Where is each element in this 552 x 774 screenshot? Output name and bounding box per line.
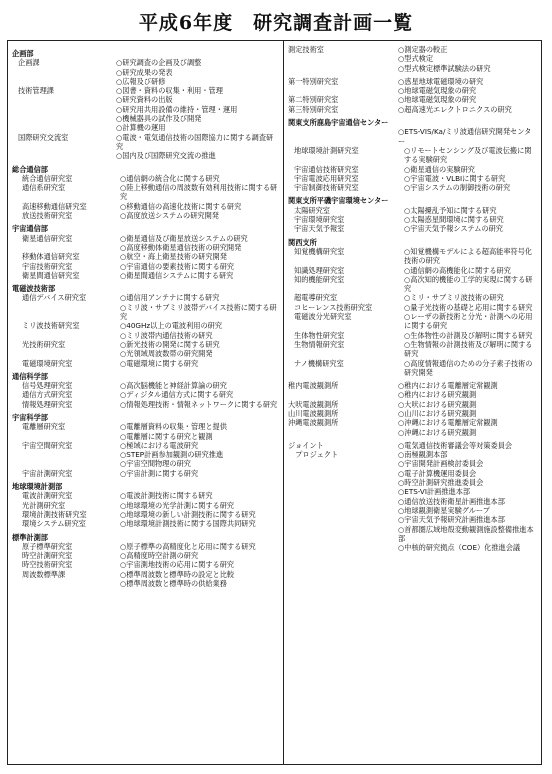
section-label: 環境システム研究室 [22,519,86,529]
research-item: ○高度情報通信のための分子素子技術の研究開発 [404,358,533,377]
section-label: 信号処理研究室 [22,381,73,391]
section-label: 知覚機構研究室 [294,246,345,256]
section-row [12,262,278,271]
section-items [120,519,278,528]
research-item: ○新光技術の開発に関する研究 [120,339,220,349]
research-item: ○通信網の統合化に関する研究 [120,173,220,183]
section-label: 放送技術研究室 [22,211,73,221]
section-items [120,400,278,409]
research-item: ○時空計測研究推進委員会 [398,478,484,488]
section-row [288,340,538,359]
section-label: コヒーレンス技術研究室 [294,302,373,312]
research-item: ○ディジタル通信方式に関する研究 [120,390,234,400]
section-items [120,183,278,202]
section-row [288,206,538,215]
section-label: 宇宙環境研究室 [294,215,345,225]
section-label: 国際研究交流室 [18,132,69,142]
research-item: ○宇宙開発計画検討委員会 [398,459,484,469]
section-row [12,390,278,399]
section-label: 生体物性研究室 [294,330,345,340]
section-row [12,86,278,132]
section-row [288,95,538,104]
section-row [288,146,538,165]
research-item: ○宇宙システムの制御技術の研究 [404,183,511,193]
research-item: ○惑星地球電磁環境の研究 [398,76,484,86]
section-row [12,174,278,183]
research-item: ○高精度時空計測の研究 [120,551,199,561]
section-row [12,501,278,510]
department-heading: 総合通信部 [12,164,48,174]
section-items [398,45,538,73]
section-items [120,271,278,280]
research-item: ○型式検定標準試験法の研究 [398,63,491,73]
research-item: ○沖縄における研究観測 [398,427,477,437]
research-item: ○生体物性の計測及び解明に関する研究 [404,330,533,340]
section-items [116,58,278,86]
section-label: 時空計測研究室 [22,551,73,561]
research-item: ○衛星通信及び衛星放送システムの研究 [120,233,248,243]
section-label: 太陽研究室 [294,205,330,215]
research-item: ○広報及び研修 [116,76,166,86]
research-item: ○電磁環境に関する研究 [120,358,199,368]
section-row [12,58,278,86]
section-label: 電波計測研究室 [22,491,73,501]
section-label: 測定技術室 [288,45,324,54]
research-item: ○量子光技術の基礎と応用に関する研究 [404,302,533,312]
section-label: 宇宙通信技術研究室 [294,164,359,174]
plan-table [7,40,542,765]
section-row [12,510,278,519]
research-item: ○原子標準の高精度化と応用に関する研究 [120,541,256,551]
section-items [120,321,278,340]
research-item: ○首都圏広域地殻変動観測施設整備推進本部 [398,524,534,543]
research-item: ○陸上移動通信の周波数有効利用技術に関する研究 [120,183,278,202]
section-label: 高速移動通信研究室 [22,201,87,211]
section-row [288,331,538,340]
research-item: ○極域における電波研究 [120,440,199,450]
section-items [398,441,538,553]
research-item: ○太陽惑星間環境に関する研究 [404,215,504,225]
research-item: ○宇宙空間物理の研究 [120,459,191,469]
research-item: ○通信網の高機能化に関する研究 [404,265,511,275]
right-column [288,45,538,552]
section-row [288,77,538,86]
section-row [288,247,538,266]
research-item: ○STEP計画参加観測の研究推進 [120,450,224,460]
research-item: ○機械器具の試作及び開発 [116,114,202,124]
section-items [404,183,538,192]
section-items [404,340,538,359]
research-item: ○研究成果の発表 [116,67,173,77]
section-label: 宇宙技術研究室 [22,261,73,271]
research-item: ○南極観測本部 [398,450,448,460]
research-item: ○型式検定 [398,54,434,64]
section-items [404,174,538,183]
section-label: 知的機能研究室 [294,274,345,284]
research-item: ○沖縄における電離層定常観測 [398,418,498,428]
section-label: ナノ機構研究室 [294,358,344,368]
section-items [398,127,538,146]
section-label: 企画課 [18,58,40,68]
column-divider [283,41,284,764]
section-row [12,491,278,500]
section-label: 通信デバイス研究室 [22,293,87,303]
section-label: 電離層研究室 [22,422,66,432]
section-items [120,491,278,500]
research-item: ○国内及び国際研究交流の推進 [116,151,216,161]
research-item: ○通信放送技術衛星計画推進本部 [398,496,505,506]
section-items [120,359,278,368]
section-items [120,262,278,271]
section-label: 光計測研究室 [22,500,66,510]
section-items [404,303,538,312]
left-column [12,45,278,588]
section-label: 情報処理研究室 [22,399,73,409]
section-label: 環境計測技術研究室 [22,509,87,519]
section-label: 光技術研究室 [22,339,66,349]
research-item: ○太陽擾乱予知に関する研究 [404,205,497,215]
section-label: ジョイント プロジェクト [288,440,339,460]
section-label: 大吠電波観測所 [288,399,339,409]
research-item: ○宇宙電波・VLBIに関する研究 [404,173,506,183]
research-item: ○宇宙天気予報研究計画推進本部 [398,515,505,525]
section-row [12,340,278,359]
section-label: 電磁環境研究室 [22,358,73,368]
research-item: ○稚内における電離層定常観測 [398,381,498,391]
research-item: ○高次知的機能の工学的実現に関する研究 [404,274,533,294]
section-row [12,542,278,551]
research-item: ○研究調査の企画及び調整 [116,58,202,68]
research-item: ○研究用共用設備の維持・管理・運用 [116,104,238,114]
department-heading: 宇宙通信部 [12,224,48,234]
research-item: ○情報処理技術・情報ネットワークに関する研究 [120,399,278,409]
section-items [116,86,278,132]
research-item: ○電波計測技術に関する研究 [120,491,213,501]
section-row [288,224,538,233]
section-label: 通信系研究室 [22,183,66,193]
section-row [288,359,538,378]
research-item: ○高度移動体衛星通信技術の研究開発 [120,242,242,252]
section-label: ミリ波技術研究室 [22,321,80,331]
section-items [120,211,278,220]
section-label: 時空技術研究室 [22,560,73,570]
section-row [288,266,538,275]
research-item: ○宇宙測地技術の応用に関する研究 [120,560,235,570]
section-label: 宇宙天気予報室 [294,224,345,234]
section-row [12,321,278,340]
section-row [288,312,538,331]
section-row [288,409,538,418]
department-heading: 通信科学部 [12,371,48,381]
department-heading: 宇宙科学部 [12,412,48,422]
section-row [12,133,278,161]
section-items [404,359,538,378]
research-item: ○ミリ・サブミリ波技術の研究 [404,293,504,303]
section-items [120,340,278,359]
department-heading: 関東支所鹿島宇宙通信センター [288,118,389,128]
department-heading: 企画部 [12,49,34,58]
section-row [12,183,278,202]
section-items [120,510,278,519]
research-item: ○電離層資料の収集・管理と提供 [120,422,227,432]
section-row [12,400,278,409]
section-row [12,441,278,469]
section-label: 衛星間通信研究室 [22,270,80,280]
research-item: ○航空・海上衛星技術の研究開発 [120,252,227,262]
section-items [120,560,278,569]
section-items [120,441,278,469]
section-label: 地球環境計測研究室 [294,145,359,155]
section-items [404,275,538,294]
section-label: 超電導研究室 [294,293,338,303]
section-row [12,211,278,220]
research-item: ○地球環境の光学計測に関する研究 [120,500,235,510]
section-items [398,400,538,409]
section-label: 電磁波分光研究室 [294,312,352,322]
section-items [120,174,278,183]
research-item: ○電波・電気通信技術の国際協力に関する調査研究 [116,132,274,151]
research-item: ○標準周波数と標準時の設定と比較 [120,569,235,579]
research-item: ○ミリ波帯内通信技術の研究 [120,330,213,340]
section-items [120,234,278,253]
section-items [116,133,278,161]
research-item: ○光領域周波数帯の研究開発 [120,349,213,359]
department-heading: 標準計測部 [12,532,48,542]
section-label: 山川電波観測所 [288,408,339,418]
section-items [120,570,278,589]
section-label: 稚内電波観測所 [288,381,339,391]
research-item: ○宇宙天気予報システムの研究 [404,224,503,234]
research-item: ○ETS-VI計画推進本部 [398,487,471,497]
research-item: ○地球電磁気現象の研究 [398,95,477,105]
section-row [288,418,538,437]
section-items [120,252,278,261]
research-item: ○測定器の較正 [398,45,448,54]
research-item: ○高度放送システムの研究開発 [120,211,219,221]
section-row [12,570,278,589]
department-heading: 関西支所 [288,237,317,247]
section-label: 宇宙電波応用研究室 [294,173,359,183]
research-item: ○電離層に関する研究と観測 [120,431,213,441]
section-row [12,293,278,321]
section-items [398,105,538,114]
section-items [398,95,538,104]
section-row [12,252,278,261]
research-item: ○生物情報の計測技術及び解明に関する研究 [404,339,533,359]
section-row [288,381,538,400]
section-label: 第一特別研究室 [288,76,339,86]
section-row [288,183,538,192]
section-row [288,105,538,114]
research-item: ○大吠における研究観測 [398,399,477,409]
department-heading: 地球環境計測部 [12,482,63,492]
section-items [404,224,538,233]
section-items [404,165,538,174]
research-item: ○40GHz以上の電波利用の研究 [120,321,223,331]
section-row [288,45,538,73]
section-label: 宇宙計測研究室 [22,468,73,478]
research-item: ○地球環境の新しい計測技術に関する研究 [120,509,256,519]
section-row [12,560,278,569]
research-item: ○中核的研究拠点（COE）化推進会議 [398,543,521,553]
section-items [120,501,278,510]
research-item: ○衛星間通信システムに関する研究 [120,270,234,280]
section-items [404,293,538,302]
department-heading: 関東支所平磯宇宙環境センター [288,196,389,206]
section-row [12,519,278,528]
section-items [120,293,278,321]
research-item: ○ミリ波・サブミリ波帯デバイス技術に関する研究 [120,302,277,322]
section-items [404,247,538,266]
section-items [398,86,538,95]
section-items [404,146,538,165]
research-item: ○知覚機構モデルによる超高能率符号化技術の研究 [404,246,533,266]
section-items [398,409,538,418]
section-label: 第三特別研究室 [288,104,339,114]
section-items [404,215,538,224]
section-row [12,202,278,211]
section-row [12,234,278,253]
section-row [12,551,278,560]
research-item: ○超高速光エレクトロニクスの研究 [398,104,512,114]
section-items [404,266,538,275]
section-row [288,215,538,224]
research-item: ○レーザの新技術と分光・計測への応用に関する研究 [404,312,533,331]
research-item: ○衛星通信の実験研究 [404,164,475,174]
section-label: 生物情報研究室 [294,339,345,349]
research-item: ○通信用アンテナに関する研究 [120,293,220,303]
research-item: ○移動通信の高速化技術に関する研究 [120,201,242,211]
research-item: ○高次脳機能と神経計算論の研究 [120,381,227,391]
section-label: 技術管理課 [18,86,54,96]
section-row [12,422,278,441]
section-label: 知識処理研究室 [294,265,345,275]
research-item: ○ETS-VIS/Ka/ミリ波通信研究開発センター [398,127,532,146]
research-item: ○宇宙通信の要素技術に関する研究 [120,261,235,271]
section-label: 沖縄電波観測所 [288,418,339,428]
research-item: ○地球電磁気現象の研究 [398,86,477,96]
section-row [288,127,538,146]
section-items [120,390,278,399]
section-label: 衛星通信研究室 [22,233,73,243]
section-row [288,86,538,95]
research-item: ○標準周波数と標準時の供給業務 [120,579,227,589]
research-item: ○計算機の運用 [116,123,166,133]
research-item: ○研究資料の出版 [116,95,173,105]
research-item: ○リモートセンシング及び電波伝搬に関する実験研究 [404,145,532,165]
research-item: ○稚内における研究観測 [398,390,477,400]
section-items [120,542,278,551]
section-label: 通信方式研究室 [22,390,73,400]
research-item: ○山川における研究観測 [398,408,477,418]
section-row [12,469,278,478]
section-row [288,275,538,294]
department-heading: 電磁波技術部 [12,284,56,294]
section-items [404,331,538,340]
section-items [120,202,278,211]
section-row [288,303,538,312]
section-row [12,271,278,280]
section-row [12,381,278,390]
section-label: 宇宙制御技術研究室 [294,183,359,193]
section-items [120,422,278,441]
section-label: 移動体通信研究室 [22,252,80,262]
page-title: 平成6年度 研究調査計画一覧 [138,12,414,34]
research-item: ○電気通信技術審議会等対策委員会 [398,440,513,450]
section-row [288,293,538,302]
section-label: 原子標準研究室 [22,541,73,551]
section-label: 宇宙空間研究室 [22,440,73,450]
section-items [398,77,538,86]
section-items [398,418,538,437]
section-row [12,359,278,368]
research-item: ○地球観測衛星実験グループ [398,505,490,515]
section-row [288,165,538,174]
section-items [120,551,278,560]
section-row [288,441,538,553]
research-item: ○宇宙計測に関する研究 [120,468,199,478]
research-item: ○図書・資料の収集・利用・管理 [116,86,223,96]
section-items [404,206,538,215]
section-label: 第二特別研究室 [288,95,339,105]
section-items [120,381,278,390]
section-items [404,312,538,331]
section-row [288,400,538,409]
section-items [398,381,538,400]
section-row [288,174,538,183]
research-item: ○電子計算機運用委員会 [398,468,477,478]
section-label: 周波数標準課 [22,569,66,579]
section-items [120,469,278,478]
section-label: 統合通信研究室 [22,173,73,183]
research-item: ○地球環境計測技術に関する国際共同研究 [120,519,256,529]
